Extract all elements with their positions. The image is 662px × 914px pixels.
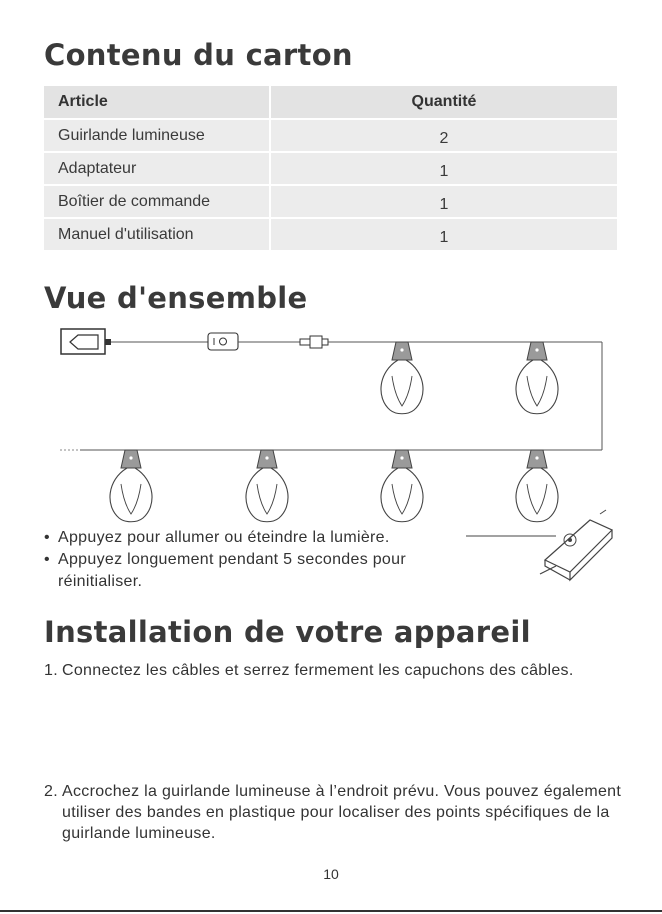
article-cell: Adaptateur (44, 152, 270, 185)
bulb-icon (381, 450, 423, 522)
article-cell: Manuel d'utilisation (44, 218, 270, 251)
adapter-icon (61, 329, 111, 354)
bulb-icon (381, 342, 423, 414)
overview-bullets (44, 527, 444, 593)
contents-title: Contenu du carton (44, 38, 353, 72)
article-cell: Boîtier de commande (44, 185, 270, 218)
step-text: Connectez les câbles et serrez fermement les capuchons des câbles. (62, 662, 574, 679)
bulb-icon (516, 450, 558, 522)
quantity-cell: 2 (270, 119, 617, 152)
cable-connector-icon (300, 336, 328, 348)
article-cell: Guirlande lumineuse (44, 119, 270, 152)
bottom-rule (0, 910, 662, 912)
installation-step (44, 781, 624, 844)
installation-title: Installation de votre appareil (44, 615, 531, 649)
bullet-item: • Appuyez pour allumer ou éteindre la lumière. (44, 527, 444, 549)
header-article: Article (44, 86, 270, 119)
bulb-icon (516, 342, 558, 414)
installation-step (44, 660, 624, 681)
overview-title: Vue d'ensemble (44, 281, 308, 315)
step-text: Accrochez la guirlande lumineuse à l’endroit prévu. Vous pouvez également utiliser des bandes en plastique pour localiser des points spécifiques de la guirlande lumineuse. (62, 783, 622, 842)
quantity-cell: 1 (270, 152, 617, 185)
quantity-cell: 1 (270, 185, 617, 218)
bulb-icon (110, 450, 152, 522)
page-number: 10 (323, 866, 339, 882)
bulb-icon (246, 450, 288, 522)
step-number: 1. (44, 662, 58, 679)
bullet-item: • Appuyez longuement pendant 5 secondes pour réinitialiser. (44, 549, 444, 593)
quantity-cell: 1 (270, 218, 617, 251)
inline-controller-icon (208, 333, 238, 350)
control-box-icon (540, 510, 612, 580)
header-quantity: Quantité (270, 86, 617, 119)
step-number: 2. (44, 783, 58, 800)
